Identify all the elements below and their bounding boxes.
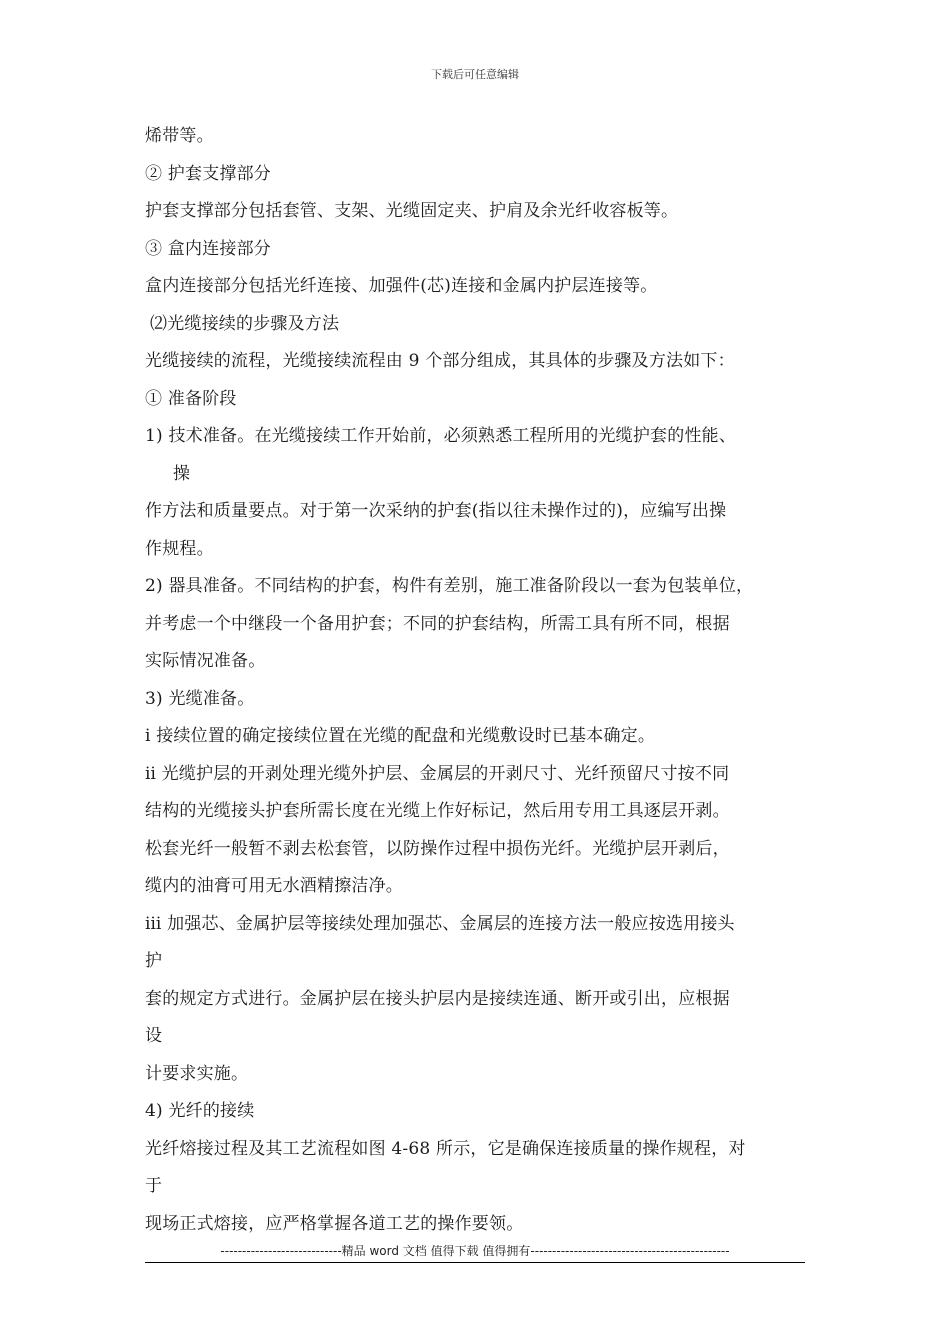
- section-heading: ① 准备阶段: [145, 388, 237, 409]
- text-line: 结构的光缆接头护套所需长度在光缆上作好标记，然后用专用工具逐层开剥。: [145, 801, 730, 821]
- text-line: 操: [173, 463, 191, 484]
- text-line: 2) 器具准备。不同结构的护套，构件有差别，施工准备阶段以一套为包装单位，: [145, 576, 754, 596]
- text-line: 光缆接续的流程，光缆接续流程由 9 个部分组成，其具体的步骤及方法如下：: [145, 351, 735, 371]
- text-line: 松套光纤一般暂不剥去松套管，以防操作过程中损伤光纤。光缆护层开剥后，: [145, 838, 730, 859]
- subsection-heading: ⑵光缆接续的步骤及方法: [150, 313, 340, 334]
- text-line: 并考虑一个中继段一个备用护套；不同的护套结构，所需工具有所不同，根据: [145, 613, 730, 634]
- text-line: 缆内的油膏可用无水酒精擦洁净。: [145, 876, 403, 896]
- text-line: 作规程。: [145, 538, 214, 559]
- text-line: 作方法和质量要点。对于第一次采纳的护套(指以往未操作过的)，应编写出操: [145, 501, 727, 521]
- text-line: ⅱ 光缆护层的开剥处理光缆外护层、金属层的开剥尺寸、光纤预留尺寸按不同: [145, 763, 730, 784]
- text-line: ⅰ 接续位置的确定接续位置在光缆的配盘和光缆敷设时已基本确定。: [145, 726, 656, 746]
- text-line: 4) 光纤的接续: [145, 1101, 255, 1121]
- text-line: 光纤熔接过程及其工艺流程如图 4-68 所示，它是确保连接质量的操作规程，对: [145, 1138, 746, 1159]
- text-line: 现场正式熔接，应严格掌握各道工艺的操作要领。: [145, 1213, 524, 1234]
- footer-divider: [145, 1262, 805, 1263]
- text-line: 烯带等。: [145, 126, 214, 146]
- page-footer: ----------------------------精品 word 文档 值得下载 值得拥有----------------------------------------------: [220, 1244, 730, 1258]
- text-line: 计要求实施。: [145, 1063, 249, 1084]
- text-line: 于: [145, 1176, 163, 1196]
- text-line: 套的规定方式进行。金属护层在接头护层内是接续连通、断开或引出，应根据: [145, 988, 730, 1009]
- text-line: 设: [145, 1026, 163, 1046]
- text-line: 1) 技术准备。在光缆接续工作开始前，必须熟悉工程所用的光缆护套的性能、: [145, 426, 737, 446]
- text-line: 护: [145, 951, 163, 971]
- text-line: 护套支撑部分包括套管、支架、光缆固定夹、护肩及余光纤收容板等。: [145, 201, 679, 221]
- text-line: ⅲ 加强芯、金属护层等接续处理加强芯、金属层的连接方法一般应按选用接头: [145, 913, 735, 934]
- page-header: 下载后可任意编辑: [431, 68, 519, 81]
- section-heading: ② 护套支撑部分: [145, 163, 272, 184]
- text-line: 盒内连接部分包括光纤连接、加强件(芯)连接和金属内护层连接等。: [145, 276, 658, 296]
- text-line: 3) 光缆准备。: [145, 688, 255, 709]
- section-heading: ③ 盒内连接部分: [145, 238, 272, 259]
- text-line: 实际情况准备。: [145, 651, 266, 671]
- document-body: [145, 118, 815, 1243]
